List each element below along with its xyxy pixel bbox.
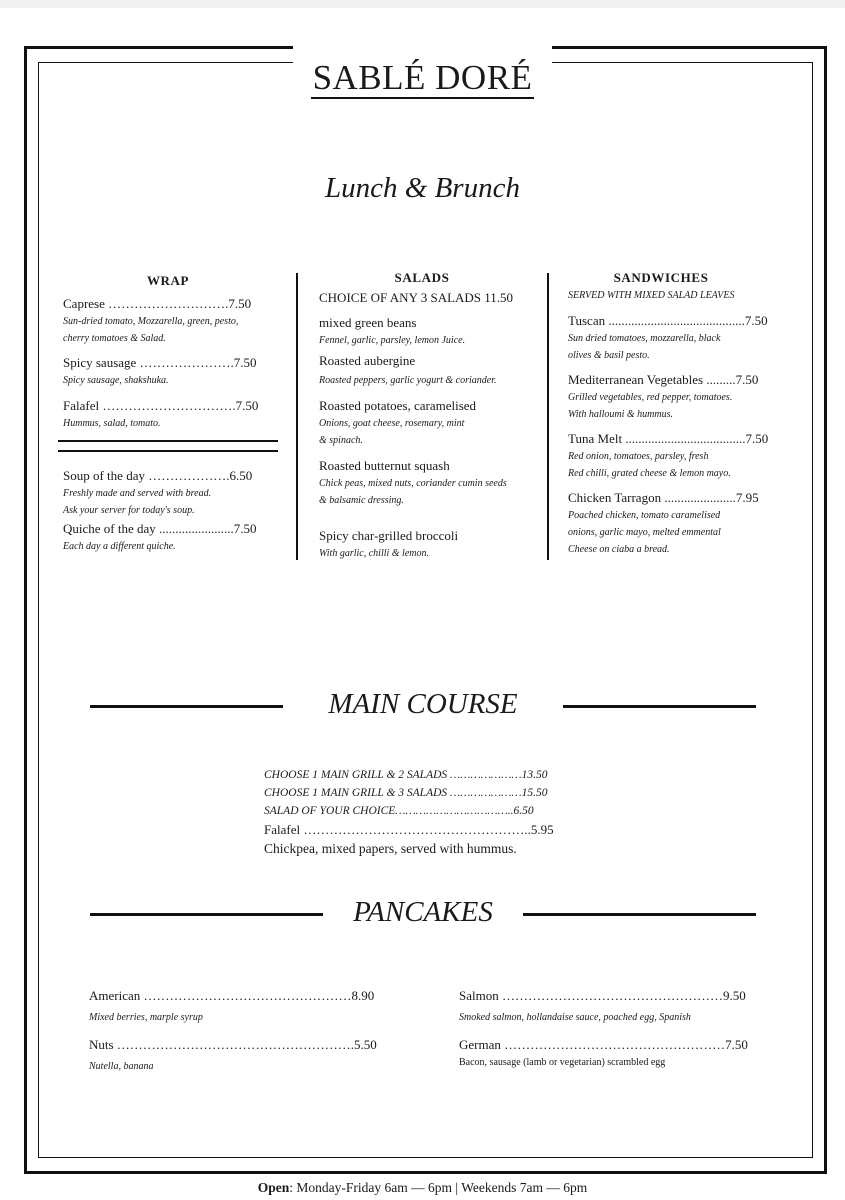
item-desc: olives & basil pesto. — [568, 350, 650, 361]
item-desc: Mixed berries, marple syrup — [89, 1012, 203, 1023]
column-divider-right — [547, 273, 549, 560]
open-hours: : Monday-Friday 6am — 6pm | Weekends 7am — 6pm — [289, 1180, 588, 1195]
sandwiches-column — [568, 270, 793, 558]
brand-name: SABLÉ DORÉ — [312, 58, 533, 97]
item-name: Spicy char-grilled broccoli — [319, 528, 459, 543]
item-name: Nuts ……………………………………………….5.50 — [89, 1037, 377, 1052]
pancake-item — [459, 1035, 748, 1071]
menu-item — [568, 370, 793, 423]
item-desc: Cheese on ciaba a bread. — [568, 544, 670, 555]
item-desc: Poached chicken, tomato caramelised — [568, 510, 721, 521]
item-name: Salmon ……………………………………………9.50 — [459, 988, 746, 1003]
wrap-column — [63, 270, 273, 432]
menu-item — [568, 429, 793, 482]
pancake-item — [459, 986, 746, 1026]
item-name: Falafel ………………………….7.50 — [63, 398, 259, 413]
item-name: Roasted potatoes, caramelised — [319, 398, 477, 413]
item-desc: Freshly made and served with bread. — [63, 488, 212, 499]
item-name: American …………………………………………8.90 — [89, 988, 375, 1003]
double-divider-bottom — [58, 450, 278, 452]
double-divider-top — [58, 440, 278, 442]
item-name: German ……………………………………………7.50 — [459, 1037, 748, 1052]
column-divider-left — [296, 273, 298, 560]
item-name: Roasted butternut squash — [319, 458, 450, 473]
item-name: Tuna Melt .....................................7.50 — [568, 431, 769, 446]
main-course-item: CHOOSE 1 MAIN GRILL & 2 SALADS …………………13.50 — [264, 769, 548, 781]
pancakes-title: PANCAKES — [353, 896, 493, 928]
item-desc: & spinach. — [319, 435, 363, 446]
wrap-heading: WRAP — [146, 273, 190, 288]
extras-column — [63, 466, 273, 555]
sandwiches-note: SERVED WITH MIXED SALAD LEAVES — [568, 290, 735, 301]
item-desc: Sun dried tomatoes, mozzarella, black — [568, 333, 721, 344]
item-name: Soup of the day ……………….6.50 — [63, 468, 253, 483]
item-desc: Red onion, tomatoes, parsley, fresh — [568, 451, 709, 462]
sandwiches-heading: SANDWICHES — [613, 270, 709, 285]
menu-item — [63, 519, 273, 555]
main-course-item: SALAD OF YOUR CHOICE……………………………..6.50 — [264, 805, 534, 817]
item-desc: Roasted peppers, garlic yogurt & coriander. — [319, 375, 497, 386]
pancakes-rule-right — [523, 913, 756, 916]
menu-item — [319, 396, 539, 449]
item-name: Caprese ……………………….7.50 — [63, 296, 252, 311]
menu-item — [568, 311, 793, 364]
salads-column — [319, 270, 539, 562]
opening-hours — [0, 1180, 845, 1196]
item-desc: Nutella, banana — [89, 1061, 154, 1072]
item-name: mixed green beans — [319, 315, 417, 330]
main-course-item: CHOOSE 1 MAIN GRILL & 3 SALADS …………………15.50 — [264, 787, 548, 799]
item-name: Quiche of the day .......................7.50 — [63, 521, 257, 536]
top-strip — [0, 0, 845, 8]
main-course-rule-right — [563, 705, 756, 708]
item-desc: Red chilli, grated cheese & lemon mayo. — [568, 468, 731, 479]
pancakes-rule-left — [90, 913, 323, 916]
item-desc: Hummus, salad, tomato. — [63, 418, 161, 429]
item-desc: With garlic, chilli & lemon. — [319, 548, 429, 559]
falafel-desc: Chickpea, mixed papers, served with hummus. — [264, 841, 517, 856]
main-course-rule-left — [90, 705, 283, 708]
item-desc: Smoked salmon, hollandaise sauce, poached egg, Spanish — [459, 1012, 691, 1023]
main-course-title: MAIN COURSE — [328, 688, 518, 720]
item-name: Chicken Tarragon ......................7.95 — [568, 490, 759, 505]
menu-item — [319, 456, 539, 509]
pancake-item — [89, 986, 374, 1026]
salads-heading: SALADS — [394, 270, 450, 285]
menu-item — [63, 396, 273, 432]
item-desc: With halloumi & hummus. — [568, 409, 674, 420]
item-desc: onions, garlic mayo, melted emmental — [568, 527, 721, 538]
item-desc: Fennel, garlic, parsley, lemon Juice. — [319, 335, 466, 346]
item-name: Mediterranean Vegetables .........7.50 — [568, 372, 759, 387]
main-course-list — [264, 766, 554, 858]
item-desc: Grilled vegetables, red pepper, tomatoes. — [568, 392, 733, 403]
item-name: Tuscan ..........................................7.50 — [568, 313, 768, 328]
item-desc: & balsamic dressing. — [319, 495, 404, 506]
menu-item — [319, 313, 539, 349]
item-desc: Bacon, sausage (lamb or vegetarian) scrambled egg — [459, 1057, 666, 1068]
menu-item — [63, 294, 273, 347]
open-label: Open — [257, 1180, 290, 1195]
pancake-item — [89, 1035, 377, 1075]
menu-item — [568, 488, 793, 558]
item-desc: Spicy sausage, shakshuka. — [63, 375, 169, 386]
falafel-item: Falafel ……………………………………………..5.95 — [264, 822, 554, 837]
menu-item — [319, 526, 539, 562]
item-desc: Onions, goat cheese, rosemary, mint — [319, 418, 465, 429]
item-desc: Ask your server for today's soup. — [63, 505, 195, 516]
item-desc: cherry tomatoes & Salad. — [63, 333, 166, 344]
menu-item — [319, 351, 539, 389]
item-name: Spicy sausage ………………….7.50 — [63, 355, 257, 370]
item-desc: Chick peas, mixed nuts, coriander cumin seeds — [319, 478, 507, 489]
menu-item — [63, 353, 273, 389]
menu-item — [63, 466, 273, 519]
item-desc: Each day a different quiche. — [63, 541, 176, 552]
salads-offer: CHOICE OF ANY 3 SALADS 11.50 — [319, 290, 514, 305]
menu-subtitle: Lunch & Brunch — [325, 172, 520, 204]
item-name: Roasted aubergine — [319, 353, 416, 368]
item-desc: Sun-dried tomato, Mozzarella, green, pesto, — [63, 316, 239, 327]
brand-logo — [293, 58, 552, 98]
